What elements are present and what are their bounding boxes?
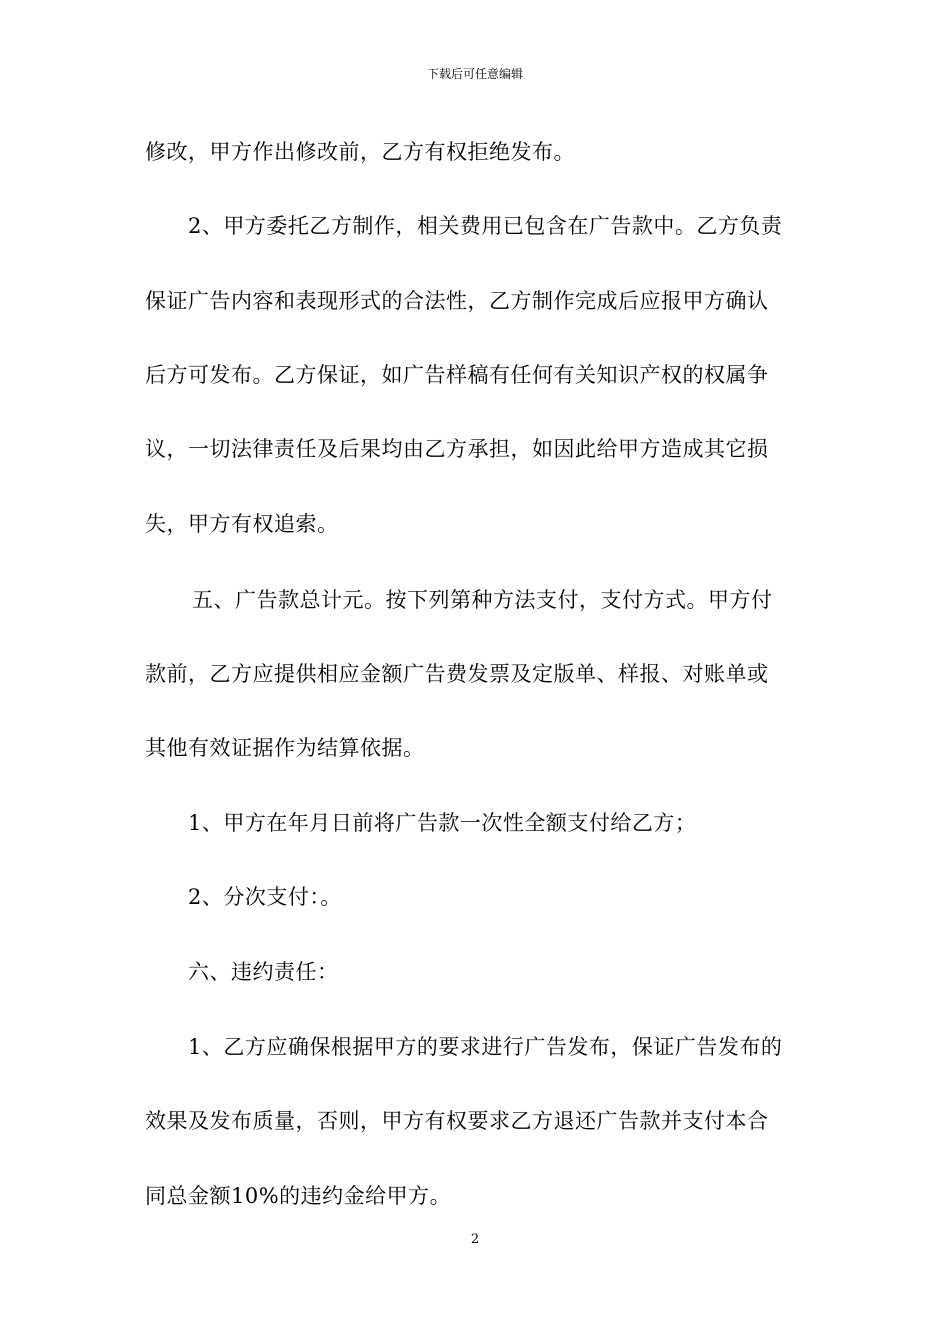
body-line: 保证广告内容和表现形式的合法性，乙方制作完成后应报甲方确认: [145, 289, 769, 313]
body-line: 议，一切法律责任及后果均由乙方承担，如因此给甲方造成其它损: [145, 437, 769, 461]
body-line: 失，甲方有权追索。: [145, 512, 339, 536]
body-line: 2、分次支付：。: [188, 885, 342, 909]
body-line: 五、广告款总计元。按下列第种方法支付，支付方式。甲方付: [192, 588, 773, 612]
body-line: 效果及发布质量，否则，甲方有权要求乙方退还广告款并支付本合: [145, 1109, 769, 1133]
body-line: 1、甲方在年月日前将广告款一次性全额支付给乙方；: [188, 811, 697, 835]
body-line: 款前，乙方应提供相应金额广告费发票及定版单、样报、对账单或: [145, 662, 769, 686]
body-line: 1、乙方应确保根据甲方的要求进行广告发布，保证广告发布的: [188, 1035, 783, 1059]
body-line: 其他有效证据作为结算依据。: [145, 736, 425, 760]
body-line: 后方可发布。乙方保证，如广告样稿有任何有关知识产权的权属争: [145, 363, 769, 387]
page-number: 2: [470, 1232, 480, 1247]
body-line: 2、甲方委托乙方制作，相关费用已包含在广告款中。乙方负责: [188, 214, 783, 238]
body-line: 同总金额10%的违约金给甲方。: [145, 1184, 452, 1208]
header-note: 下载后可任意编辑: [426, 67, 523, 81]
body-line: 修改，甲方作出修改前，乙方有权拒绝发布。: [145, 140, 575, 164]
body-line: 六、违约责任：: [188, 960, 339, 984]
